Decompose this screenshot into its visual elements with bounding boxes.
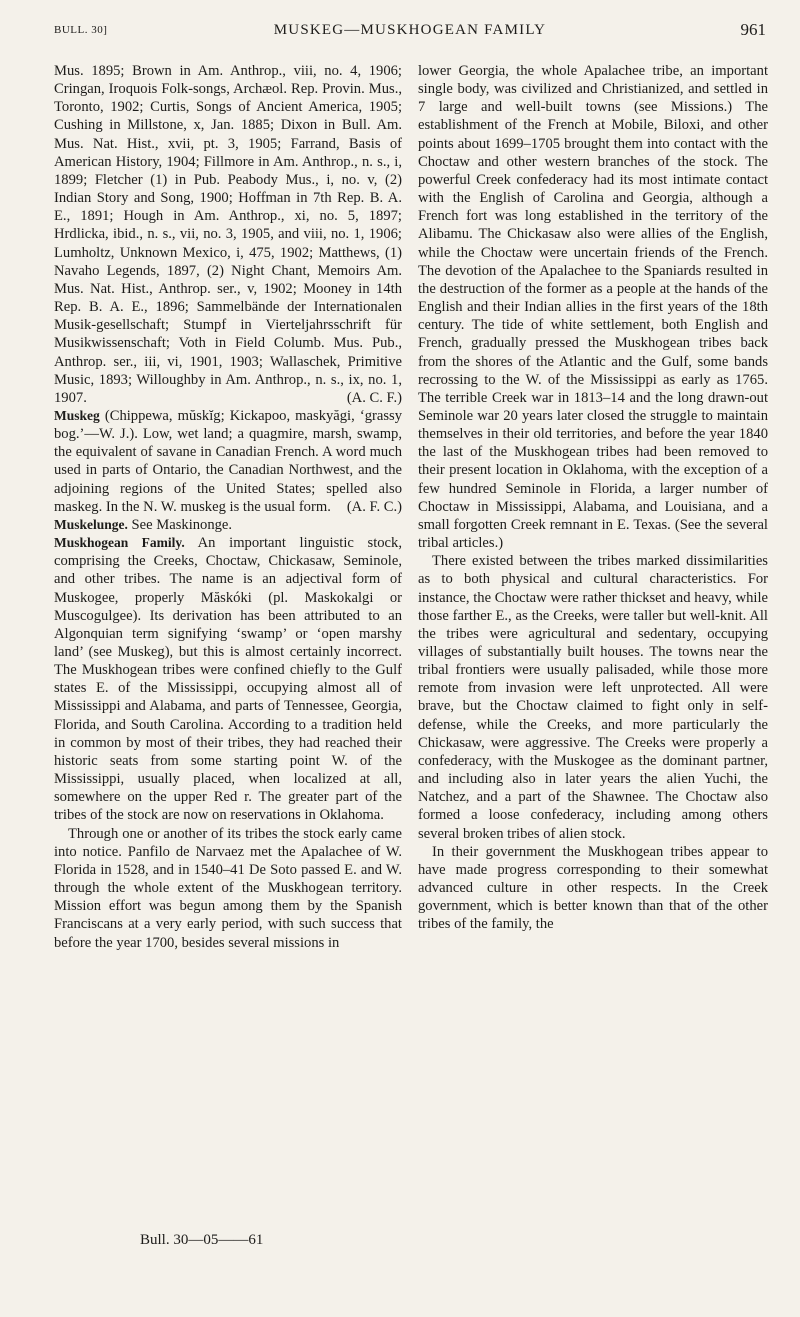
body-paragraph: lower Georgia, the whole Apalachee tribe, an important single body, was civilized and Christianized, and settled in 7 large and well-built towns (see Missions.) The establishment of the French at Mobile, Biloxi, and other points about 1699–1705 brought them into contact with the Choctaw and other western branches of the stock. The powerful Creek confederacy had its most intimate contact with the English of Carolina and Georgia, although a French fort was long established in the territory of the Alibamu. The Chickasaw also were allies of the English, while the Choctaw were uncertain friends of the French. The devotion of the Apalachee to the Spaniards resulted in the destruction of the former as a people at the hands of the English and their Indian allies in the first years of the 18th century. The tide of white settlement, both English and French, gradually pressed the Muskhogean tribes back from the shores of the Atlantic and the Gulf, some bands recrossing to the W. of the Mississippi as early as 1765. The terrible Creek war in 1813–14 and the long drawn-out Seminole war 20 years later closed the struggle to maintain themselves in their old territories, and before the year 1840 the last of the Muskhogean tribes had been removed to their present location in Oklahoma, with the exception of a few hundred Seminole in Florida, a larger number of Choctaw in Mississippi, Alabama, and Louisiana, and a small forgotten Creek remnant in E. Texas. (See the several tribal articles.)	[418, 63, 768, 552]
entry-muskelunge	[54, 516, 402, 534]
body-paragraph: There existed between the tribes marked dissimilarities as to both physical and cultural characteristics. For instance, the Choctaw were rather thickset and heavy, while those farther E., as the Creeks, were taller but well-knit. All the tribes were agricultural and sedentary, occupying villages of substantially built houses. The towns near the tribal frontiers were usually palisaded, while those more remote from invasion were left unprotected. All were brave, but the Choctaw claimed to fight only in self-defense, while the Creeks, and more particularly the Chickasaw, were aggressive. The Creeks were properly a confederacy, with the Muskogee as the dominant partner, and including also in later years the alien Yuchi, the Natchez, and a part of the Shawnee. The Choctaw also formed a loose confederacy, including among others several broken tribes of alien stock.	[418, 553, 768, 842]
body-paragraph: In their government the Muskhogean tribes appear to have made progress corresponding to their somewhat advanced culture in other respects. In the Creek government, which is better known than that of the other tribes of the family, the	[418, 843, 768, 933]
body-paragraph: Through one or another of its tribes the stock early came into notice. Panfilo de Narvaez met the Apalachee of W. Florida in 1528, and in 1540–41 De Soto passed E. and W. through the whole extent of the Muskhogean territory. Mission effort was begun among them by the Spanish Franciscans at a very early period, with such success that before the year 1700, besides several missions in	[54, 825, 402, 951]
references-text: Mus. 1895; Brown in Am. Anthrop., viii, no. 4, 1906; Cringan, Iroquois Folk-songs, Archæol. Rep. Provin. Mus., Toronto, 1902; Curtis, Songs of Ancient America, 1905; Cushing in Millstone, x, Jan. 1885; Dixon in Bull. Am. Mus. Nat. Hist., xvii, pt. 3, 1905; Farrand, Basis of American History, 1904; Fillmore in Am. Anthrop., n. s., i, 1899; Fletcher (1) in Pub. Peabody Mus., i, no. v, (2) Indian Story and Song, 1900; Hoffman in 7th Rep. B. A. E., 1891; Hough in Am. Anthrop., xi, no. 5, 1897; Hrdlicka, ibid., n. s., vii, no. 3, 1905, and viii, no. 1, 1906; Lumholtz, Unknown Mexico, i, 475, 1902; Matthews, (1) Navaho Legends, 1897, (2) Night Chant, Memoirs Am. Mus. Nat. Hist., Anthrop. ser., v, 1902; Mooney in 14th Rep. B. A. E., 1896; Sammelbände der Internationalen Musik-gesellschaft; Stumpf in Vierteljahrsschrift für Musikwissenschaft; Voth in Field Columb. Mus. Pub., Anthrop. ser., iii, vi, 1901, 1903; Wallaschek, Primitive Music, 1893; Willoughby in Am. Anthrop., n. s., ix, no. 1, 1907.	[54, 63, 402, 406]
entry-headword: Muskeg	[54, 407, 100, 423]
entry-muskeg	[54, 407, 402, 516]
right-column	[418, 62, 768, 934]
signature-line: Bull. 30—05——61	[140, 1232, 264, 1248]
entry-text: An important linguistic stock, comprising the Creeks, Choctaw, Chickasaw, Seminole, and other tribes. The name is an adjectival form of Muskogee, properly Măskóki (pl. Maskokalgi or Muscogulgee). Its derivation has been attributed to an Algonquian term signifying ‘swamp’ or ‘open marshy land’ (see Muskeg), but this is almost certainly incorrect. The Muskhogean tribes were confined chiefly to the Gulf states E. of the Mississippi, occupying almost all of Mississippi and Alabama, and parts of Tennessee, Georgia, Florida, and South Carolina. According to a tradition held in common by most of their tribes, they had reached their historic seats from some starting point W. of the Mississippi, usually placed, when localized at all, somewhere on the upper Red r. The greater part of the tribes of the stock are now on reservations in Oklahoma.	[54, 535, 402, 824]
entry-text: (Chippewa, mŭskĭg; Kickapoo, maskyăgi, ‘grassy bog.’—W. J.). Low, wet land; a quagmire, marsh, swamp, the equivalent of savane in Canadian French. A word much used in parts of Ontario, the Canadian Northwest, and the adjoining regions of the United States; spelled also maskeg. In the N. W. muskeg is the usual form.	[54, 407, 402, 515]
references-paragraph	[54, 62, 402, 407]
running-title: MUSKEG—MUSKHOGEAN FAMILY	[273, 22, 547, 38]
running-header	[54, 18, 766, 44]
page-number: 961	[740, 20, 766, 39]
entry-text: See Maskinonge.	[127, 516, 233, 533]
author-initials: (A. C. F.)	[346, 389, 402, 406]
entry-muskhogean-family	[54, 534, 402, 825]
author-initials: (A. F. C.)	[346, 498, 402, 515]
entry-headword: Muskelunge.	[54, 516, 128, 532]
bulletin-label: BULL. 30]	[54, 24, 108, 36]
left-column	[54, 62, 402, 952]
entry-headword: Muskhogean Family.	[54, 535, 185, 551]
